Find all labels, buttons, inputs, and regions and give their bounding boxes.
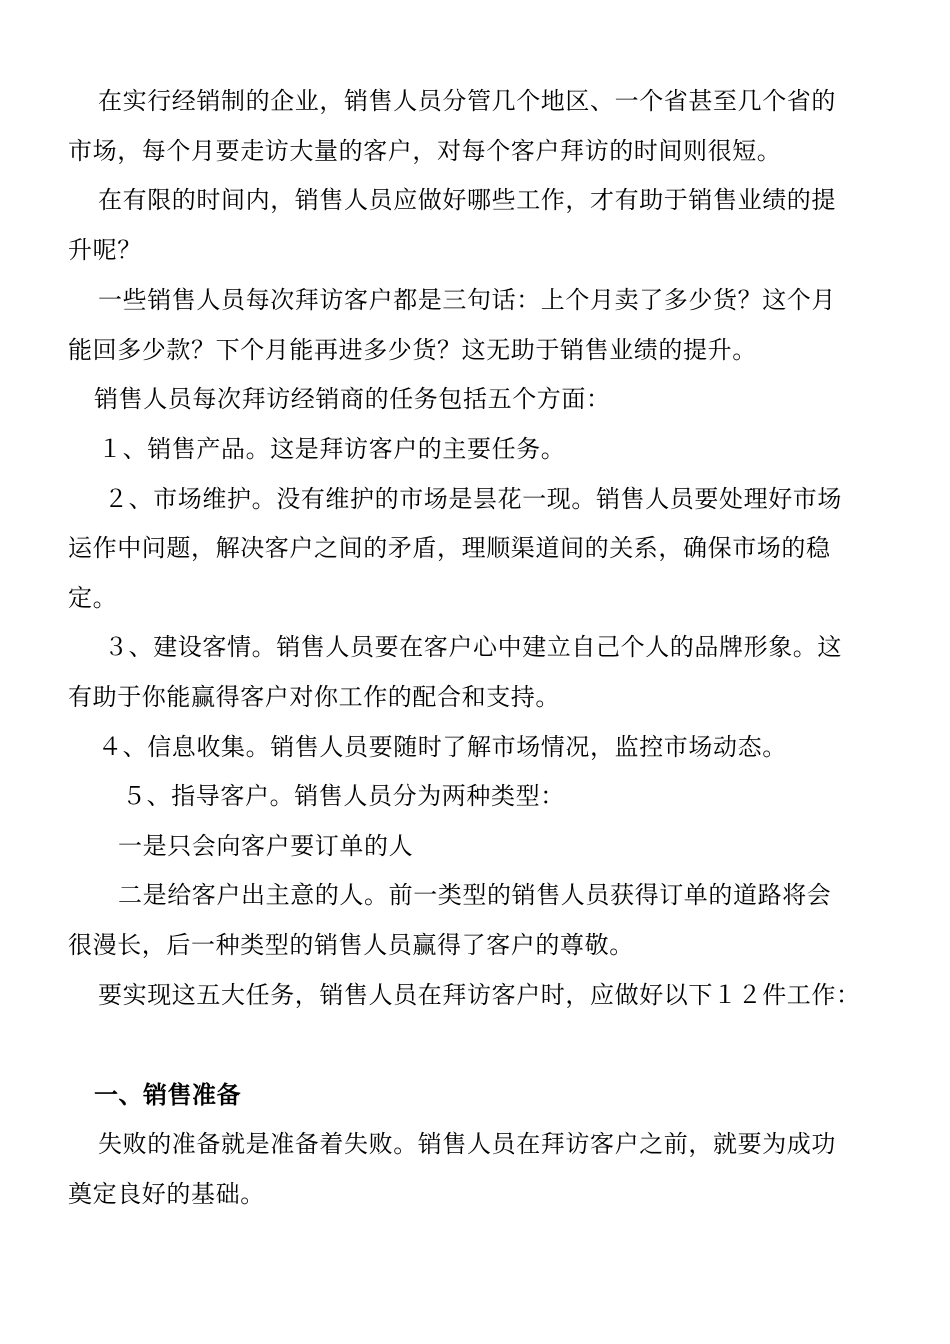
list-item-3-line-2: 有助于你能赢得客户对你工作的配合和支持。 [68,683,560,711]
paragraph-line-2: 市场，每个月要走访大量的客户，对每个客户拜访的时间则很短。 [68,137,782,165]
type-two-line-1: 二是给客户出主意的人。前一类型的销售人员获得订单的道路将会 [118,881,832,909]
paragraph-line-7: 销售人员每次拜访经销商的任务包括五个方面： [94,385,611,413]
section-heading: 一、销售准备 [94,1081,241,1109]
type-two-line-2: 很漫长，后一种类型的销售人员赢得了客户的尊敬。 [68,931,634,959]
summary-line: 要实现这五大任务，销售人员在拜访客户时，应做好以下１２件工作： [98,981,861,1009]
paragraph-line-4: 升呢？ [68,236,142,264]
list-item-3-line-1: ３、建设客情。销售人员要在客户心中建立自己个人的品牌形象。这 [104,633,842,661]
section-paragraph-line-2: 奠定良好的基础。 [68,1180,265,1208]
list-item-2-line-3: 定。 [68,584,118,612]
paragraph-line-5: 一些销售人员每次拜访客户都是三句话：上个月卖了多少货？这个月 [98,286,836,314]
list-item-1: １、销售产品。这是拜访客户的主要任务。 [98,435,566,463]
section-paragraph-line-1: 失败的准备就是准备着失败。销售人员在拜访客户之前，就要为成功 [98,1130,836,1158]
paragraph-line-1: 在实行经销制的企业，销售人员分管几个地区、一个省甚至几个省的 [98,87,836,115]
list-item-5: ５、指导客户。销售人员分为两种类型： [122,782,565,810]
list-item-2-line-1: ２、市场维护。没有维护的市场是昙花一现。销售人员要处理好市场 [104,485,842,513]
paragraph-line-6: 能回多少款？下个月能再进多少货？这无助于销售业绩的提升。 [68,336,757,364]
list-item-4: ４、信息收集。销售人员要随时了解市场情况，监控市场动态。 [98,733,787,761]
paragraph-line-3: 在有限的时间内，销售人员应做好哪些工作，才有助于销售业绩的提 [98,186,836,214]
type-one-line: 一是只会向客户要订单的人 [118,832,414,860]
list-item-2-line-2: 运作中问题，解决客户之间的矛盾，理顺渠道间的关系，确保市场的稳 [68,534,831,562]
